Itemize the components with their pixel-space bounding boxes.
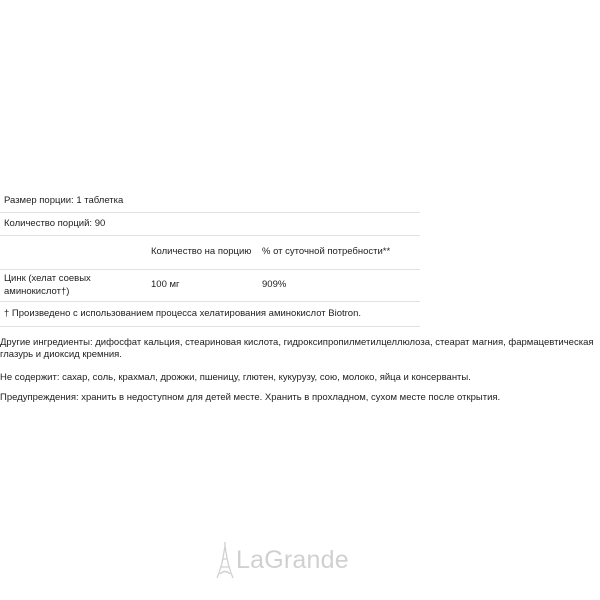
serving-size-row (0, 190, 420, 213)
ingredient-name: Цинк (хелат соевых аминокислот†) (0, 270, 147, 302)
table-row (0, 270, 420, 302)
servings-count: Количество порций: 90 (0, 213, 420, 236)
servings-count-row (0, 213, 420, 236)
ingredient-daily-value: 909% (258, 270, 420, 302)
watermark-logo (216, 540, 349, 580)
ingredient-amount: 100 мг (147, 270, 258, 302)
other-ingredients: Другие ингредиенты: дифосфат кальция, стеариновая кислота, гидроксипропилметилцеллюлоза, стеарат магния, фармацевтическая глазурь и диоксид кремния. (0, 337, 594, 360)
header-daily-value: % от суточной потребности** (258, 236, 420, 270)
table-header-row (0, 236, 420, 270)
serving-size: Размер порции: 1 таблетка (4, 194, 124, 206)
footnote-row (0, 302, 420, 327)
header-amount: Количество на порцию (147, 236, 258, 270)
eiffel-tower-icon (216, 541, 234, 579)
header-empty-cell (0, 236, 147, 270)
supplement-facts-table (0, 190, 420, 327)
watermark-text: LaGrande (236, 545, 349, 574)
free-from: Не содержит: сахар, соль, крахмал, дрожжи, пшеницу, глютен, кукурузу, сою, молоко, яйца и консерванты. (0, 372, 471, 383)
warnings: Предупреждения: хранить в недоступном для детей месте. Хранить в прохладном, сухом месте после открытия. (0, 392, 501, 403)
footnote: † Произведено с использованием процесса хелатирования аминокислот Biotron. (0, 302, 420, 327)
